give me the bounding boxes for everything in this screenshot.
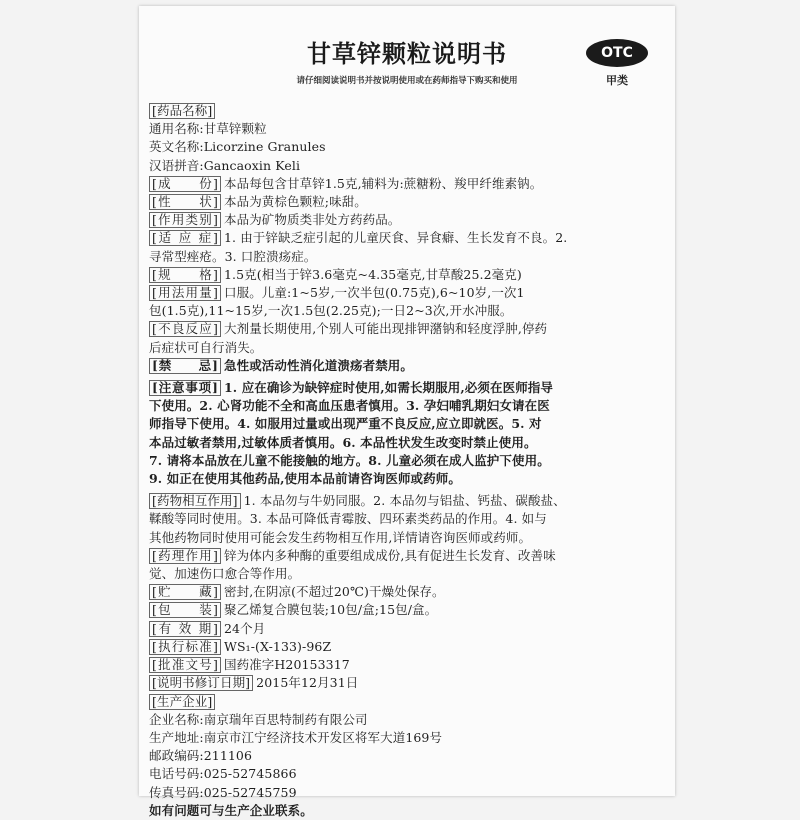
field-value: 甘草锌颗粒 xyxy=(203,121,267,137)
generic-name-row xyxy=(149,120,649,138)
field-value: Licorzine Granules xyxy=(203,139,326,155)
section-label: [有 效 期] xyxy=(149,621,221,637)
section-label: [适 应 症] xyxy=(149,230,221,246)
character-row xyxy=(149,193,649,211)
section-label: [药品名称] xyxy=(149,103,215,119)
field-value: 密封,在阴凉(不超过20℃)干燥处保存。 xyxy=(224,584,445,600)
leaflet-sheet xyxy=(139,6,675,818)
section-label: [药物相互作用] xyxy=(149,493,241,509)
section-label: [批准文号] xyxy=(149,657,221,673)
section-label: [注意事项] xyxy=(149,380,221,396)
field-value: WS₁-(X-133)-96Z xyxy=(224,638,332,654)
field-value: 南京瑞年百思特制药有限公司 xyxy=(203,711,368,727)
indication-row-cont: 寻常型痤疮。3. 口腔溃疡症。 xyxy=(149,248,317,264)
english-name-row xyxy=(149,138,649,156)
revision-date-row xyxy=(149,674,649,692)
field-label: 汉语拼音: xyxy=(149,157,204,173)
field-value: 1. 本品勿与牛奶同服。2. 本品勿与铝盐、钙盐、碳酸盐、 xyxy=(243,493,566,509)
field-value: 南京市江宁经济技术开发区将军大道169号 xyxy=(203,729,443,745)
phone-row xyxy=(149,765,649,783)
section-drug-name xyxy=(149,102,649,120)
document-title: 甘草锌颗粒说明书 xyxy=(307,40,507,68)
interaction-row-cont: 其他药物同时使用可能会发生药物相互作用,详情请咨询医师或药师。 xyxy=(149,529,532,545)
otc-badge: OTC xyxy=(586,39,648,67)
caution-row-cont: 下使用。2. 心肾功能不全和高血压患者慎用。3. 孕妇哺乳期妇女请在医 xyxy=(149,398,550,414)
field-label: 英文名称: xyxy=(149,139,204,155)
validity-row xyxy=(149,620,649,638)
caution-row-cont: 9. 如正在使用其他药品,使用本品前请咨询医师或药师。 xyxy=(149,471,461,487)
approval-row xyxy=(149,656,649,674)
field-label: 企业名称: xyxy=(149,711,204,727)
field-value: 24个月 xyxy=(224,620,266,636)
contraindication-row xyxy=(149,357,649,375)
caution-row xyxy=(149,379,649,397)
section-label: [包 装] xyxy=(149,602,221,618)
postcode-row xyxy=(149,747,649,765)
pharmacology-row xyxy=(149,547,649,565)
document-subtitle: 请仔细阅读说明书并按说明使用或在药师指导下购买和使用 xyxy=(296,76,518,86)
section-label: [成 份] xyxy=(149,176,221,192)
adverse-row-cont: 后症状可自行消失。 xyxy=(149,339,263,355)
indication-row xyxy=(149,229,649,247)
field-value: 口服。儿童:1~5岁,一次半包(0.75克),6~10岁,一次1 xyxy=(224,285,525,301)
field-label: 电话号码: xyxy=(149,766,204,782)
field-value: 国药准字H20153317 xyxy=(224,657,350,673)
field-label: 生产地址: xyxy=(149,729,204,745)
section-label: [生产企业] xyxy=(149,694,215,710)
field-label: 通用名称: xyxy=(149,121,204,137)
section-label: [不良反应] xyxy=(149,321,221,337)
section-label: [药理作用] xyxy=(149,548,221,564)
field-value: 211106 xyxy=(203,748,253,764)
section-label: [规 格] xyxy=(149,267,221,283)
adverse-row xyxy=(149,320,649,338)
footer-note: 如有问题可与生产企业联系。 xyxy=(149,802,313,818)
field-value: 聚乙烯复合膜包装;10包/盒;15包/盒。 xyxy=(224,602,438,618)
field-value: 025-52745759 xyxy=(203,784,297,800)
package-row xyxy=(149,601,649,619)
section-label: [禁 忌] xyxy=(149,358,221,374)
field-value: 本品为矿物质类非处方药药品。 xyxy=(224,212,401,228)
field-value: 1. 应在确诊为缺锌症时使用,如需长期服用,必须在医师指导 xyxy=(224,380,554,396)
section-label: [执行标准] xyxy=(149,639,221,655)
field-label: 邮政编码: xyxy=(149,748,204,764)
category-row xyxy=(149,211,649,229)
otc-class-label: 甲类 xyxy=(606,74,628,87)
storage-row xyxy=(149,583,649,601)
field-value: Gancaoxin Keli xyxy=(203,157,301,173)
usage-row xyxy=(149,284,649,302)
standard-row xyxy=(149,638,649,656)
field-value: 本品为黄棕色颗粒;味甜。 xyxy=(224,194,367,210)
usage-row-cont: 包(1.5克),11~15岁,一次1.5包(2.25克);一日2~3次,开水冲服。 xyxy=(149,303,513,319)
composition-row xyxy=(149,175,649,193)
field-value: 本品每包含甘草锌1.5克,辅料为:蔗糖粉、羧甲纤维素钠。 xyxy=(224,175,543,191)
section-label: [作用类别] xyxy=(149,212,221,228)
field-value: 025-52745866 xyxy=(203,766,297,782)
field-value: 锌为体内多种酶的重要组成成份,具有促进生长发育、改善味 xyxy=(224,547,556,563)
section-label: [贮 藏] xyxy=(149,584,221,600)
caution-row-cont: 本品过敏者禁用,过敏体质者慎用。6. 本品性状发生改变时禁止使用。 xyxy=(149,434,537,450)
address-row xyxy=(149,729,649,747)
field-value: 1. 由于锌缺乏症引起的儿童厌食、异食癖、生长发育不良。2. xyxy=(224,230,568,246)
pinyin-row xyxy=(149,157,649,175)
field-value: 大剂量长期使用,个别人可能出现排钾潴钠和轻度浮肿,停药 xyxy=(224,321,548,337)
pharmacology-row-cont: 觉、加速伤口愈合等作用。 xyxy=(149,566,301,582)
field-value: 2015年12月31日 xyxy=(256,675,359,691)
interaction-row-cont: 鞣酸等同时使用。3. 本品可降低青霉胺、四环素类药品的作用。4. 如与 xyxy=(149,511,547,527)
company-row xyxy=(149,711,649,729)
leaflet-content xyxy=(149,102,649,820)
section-label: [性 状] xyxy=(149,194,221,210)
fax-row xyxy=(149,784,649,802)
interaction-row xyxy=(149,492,649,510)
field-value: 急性或活动性消化道溃疡者禁用。 xyxy=(224,357,414,373)
caution-row-cont: 7. 请将本品放在儿童不能接触的地方。8. 儿童必须在成人监护下使用。 xyxy=(149,452,550,468)
caution-row-cont: 师指导下使用。4. 如服用过量或出现严重不良反应,应立即就医。5. 对 xyxy=(149,416,542,432)
spec-row xyxy=(149,266,649,284)
field-value: 1.5克(相当于锌3.6毫克~4.35毫克,甘草酸25.2毫克) xyxy=(224,266,522,282)
section-label: [用法用量] xyxy=(149,285,221,301)
section-manufacturer xyxy=(149,693,649,711)
section-label: [说明书修订日期] xyxy=(149,675,253,691)
field-label: 传真号码: xyxy=(149,784,204,800)
